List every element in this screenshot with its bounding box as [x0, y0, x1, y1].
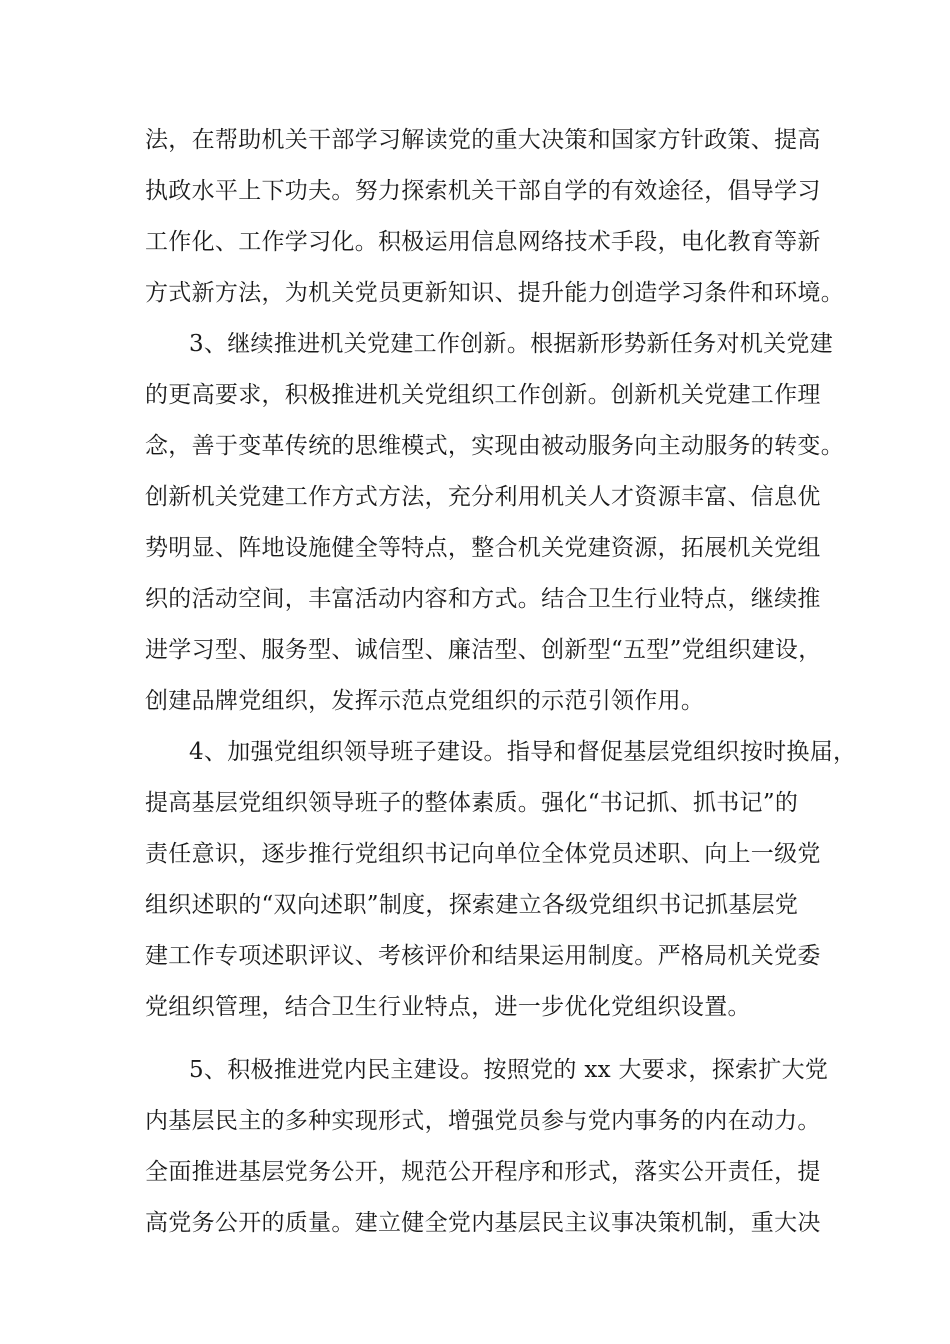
paragraph-start-line: 4、加强党组织领导班子建设。指导和督促基层党组织按时换届， — [189, 739, 857, 765]
text-line: 组织述职的“双向述职”制度，探索建立各级党组织书记抓基层党 — [145, 892, 799, 918]
text-line: 内基层民主的多种实现形式，增强党员参与党内事务的内在动力。 — [145, 1108, 821, 1134]
text-line: 建工作专项述职评议、考核评价和结果运用制度。严格局机关党委 — [145, 943, 821, 969]
paragraph-start-line: 3、继续推进机关党建工作创新。根据新形势新任务对机关党建 — [189, 331, 834, 357]
text-line: 提高基层党组织领导班子的整体素质。强化“书记抓、抓书记”的 — [145, 790, 799, 816]
text-line: 的更高要求，积极推进机关党组织工作创新。创新机关党建工作理 — [145, 382, 821, 408]
text-line: 党组织管理，结合卫生行业特点，进一步优化党组织设置。 — [145, 994, 751, 1020]
text-line: 进学习型、服务型、诚信型、廉洁型、创新型“五型”党组织建设， — [145, 637, 822, 663]
text-line: 方式新方法，为机关党员更新知识、提升能力创造学习条件和环境。 — [145, 280, 844, 306]
text-line: 织的活动空间，丰富活动内容和方式。结合卫生行业特点，继续推 — [145, 586, 821, 612]
text-line: 创新机关党建工作方式方法，充分利用机关人才资源丰富、信息优 — [145, 484, 821, 510]
text-line: 执政水平上下功夫。努力探索机关干部自学的有效途径，倡导学习 — [145, 178, 821, 204]
text-line: 创建品牌党组织，发挥示范点党组织的示范引领作用。 — [145, 688, 705, 714]
text-line: 全面推进基层党务公开，规范公开程序和形式，落实公开责任，提 — [145, 1159, 821, 1185]
text-line: 势明显、阵地设施健全等特点，整合机关党建资源，拓展机关党组 — [145, 535, 821, 561]
text-line: 工作化、工作学习化。积极运用信息网络技术手段，电化教育等新 — [145, 229, 821, 255]
text-line: 责任意识，逐步推行党组织书记向单位全体党员述职、向上一级党 — [145, 841, 821, 867]
text-line: 法，在帮助机关干部学习解读党的重大决策和国家方针政策、提高 — [145, 127, 821, 153]
text-line: 高党务公开的质量。建立健全党内基层民主议事决策机制，重大决 — [145, 1210, 821, 1236]
text-line: 念，善于变革传统的思维模式，实现由被动服务向主动服务的转变。 — [145, 433, 844, 459]
paragraph-start-line: 5、积极推进党内民主建设。按照党的 xx 大要求，探索扩大党 — [189, 1057, 829, 1083]
